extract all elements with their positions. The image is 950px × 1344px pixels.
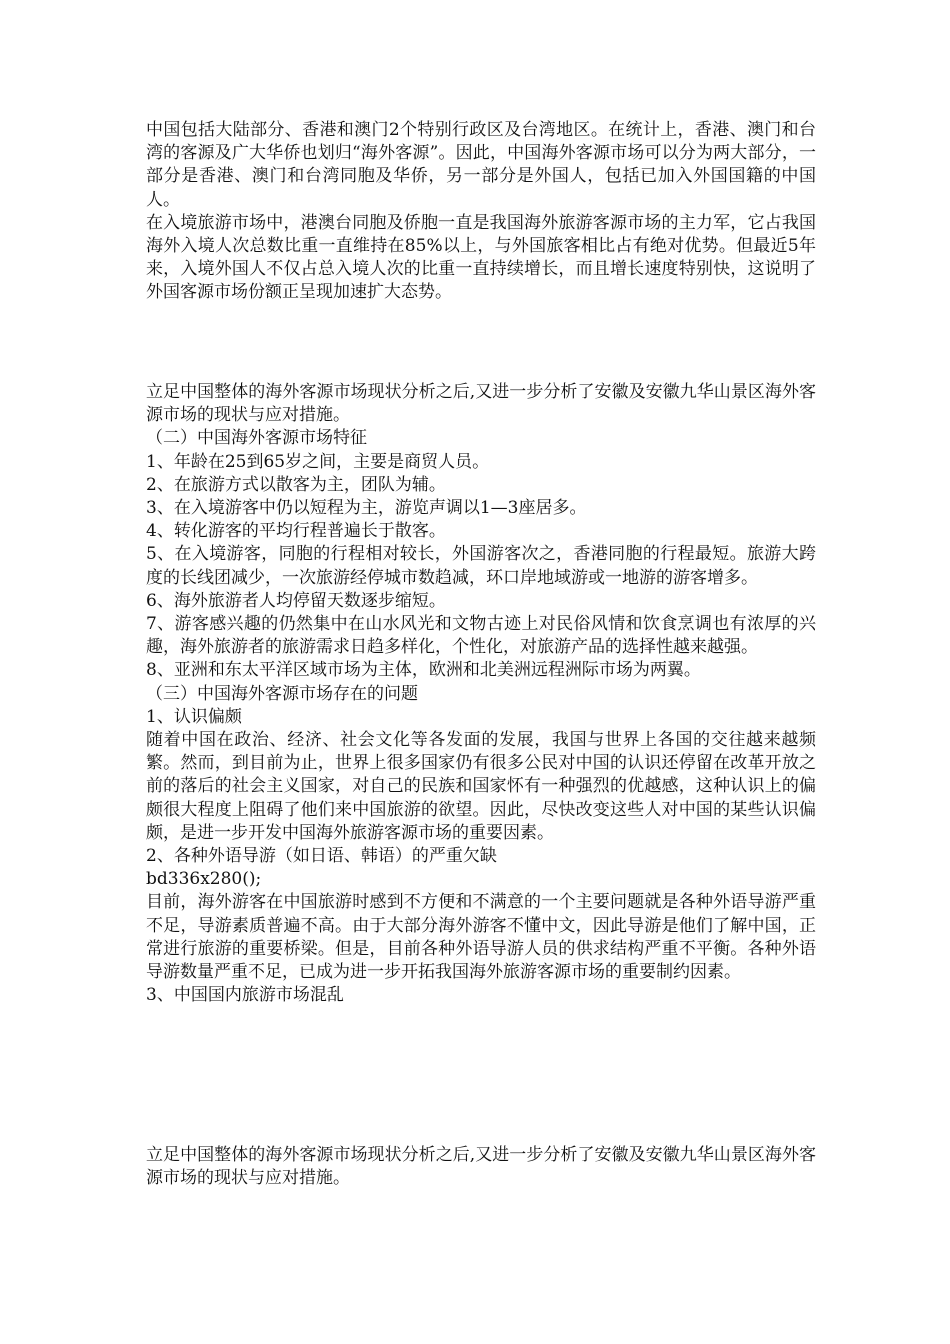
ad-script-text: bd336x280(); bbox=[146, 869, 262, 890]
paragraph: 目前，海外游客在中国旅游时感到不方便和不满意的一个主要问题就是各种外语导游严重不足，导游素质普遍不高。由于大部分海外游客不懂中文，因此导游是他们了解中国，正常进行旅游的重要桥梁。但是，目前各种外语导游人员的供求结构严重不平衡。各种外语导游数量严重不足，已成为进一步开拓我国海外旅游客源市场的重要制约因素。 bbox=[146, 892, 816, 983]
paragraph: 立足中国整体的海外客源市场现状分析之后,又进一步分析了安徽及安徽九华山景区海外客源市场的现状与应对措施。 bbox=[146, 1145, 816, 1189]
section-3 bbox=[146, 1144, 816, 1190]
sub-heading: 1、认识偏颇 bbox=[146, 706, 242, 727]
section-1 bbox=[146, 119, 816, 305]
paragraph: 立足中国整体的海外客源市场现状分析之后,又进一步分析了安徽及安徽九华山景区海外客源市场的现状与应对措施。 bbox=[146, 382, 816, 426]
sub-heading: 2、各种外语导游（如日语、韩语）的严重欠缺 bbox=[146, 846, 497, 867]
list-item: 8、亚洲和东太平洋区域市场为主体，欧洲和北美洲远程洲际市场为两翼。 bbox=[146, 660, 701, 681]
list-item: 1、年龄在25到65岁之间，主要是商贸人员。 bbox=[146, 451, 490, 472]
list-item: 4、转化游客的平均行程普遍长于散客。 bbox=[146, 521, 446, 542]
paragraph: 随着中国在政治、经济、社会文化等各发面的发展，我国与世界上各国的交往越来越频繁。然而，到目前为止，世界上很多国家仍有很多公民对中国的认识还停留在改革开放之前的落后的社会主义国家，对自己的民族和国家怀有一种强烈的优越感，这种认识上的偏颇很大程度上阻碍了他们来中国旅游的欲望。因此，尽快改变这些人对中国的某些认识偏颇，是进一步开发中国海外旅游客源市场的重要因素。 bbox=[146, 730, 816, 843]
section-2 bbox=[146, 381, 816, 1007]
paragraph: 在入境旅游市场中，港澳台同胞及侨胞一直是我国海外旅游客源市场的主力军，它占我国海外入境人次总数比重一直维持在85%以上，与外国旅客相比占有绝对优势。但最近5年来，入境外国人不仅占总入境人次的比重一直持续增长，而且增长速度特别快，这说明了外国客源市场份额正呈现加速扩大态势。 bbox=[146, 212, 816, 303]
paragraph: 中国包括大陆部分、香港和澳门2个特别行政区及台湾地区。在统计上，香港、澳门和台湾的客源及广大华侨也划归“海外客源”。因此，中国海外客源市场可以分为两大部分，一部分是香港、澳门和台湾同胞及华侨，另一部分是外国人，包括已加入外国国籍的中国人。 bbox=[146, 120, 816, 210]
sub-heading: 3、中国国内旅游市场混乱 bbox=[146, 985, 344, 1006]
list-item: 2、在旅游方式以散客为主，团队为辅。 bbox=[146, 474, 446, 495]
list-item: 5、在入境游客，同胞的行程相对较长，外国游客次之，香港同胞的行程最短。旅游大跨度的长线团减少，一次旅游经停城市数趋减，环口岸地域游或一地游的游客增多。 bbox=[146, 544, 816, 588]
list-item: 6、海外旅游者人均停留天数逐步缩短。 bbox=[146, 590, 446, 611]
section-heading: （二）中国海外客源市场特征 bbox=[146, 428, 367, 449]
section-heading: （三）中国海外客源市场存在的问题 bbox=[146, 683, 418, 704]
list-item: 3、在入境游客中仍以短程为主，游览声调以1—3座居多。 bbox=[146, 498, 587, 519]
list-item: 7、游客感兴趣的仍然集中在山水风光和文物古迹上对民俗风情和饮食烹调也有浓厚的兴趣，海外旅游者的旅游需求日趋多样化，个性化，对旅游产品的选择性越来越强。 bbox=[146, 614, 816, 658]
